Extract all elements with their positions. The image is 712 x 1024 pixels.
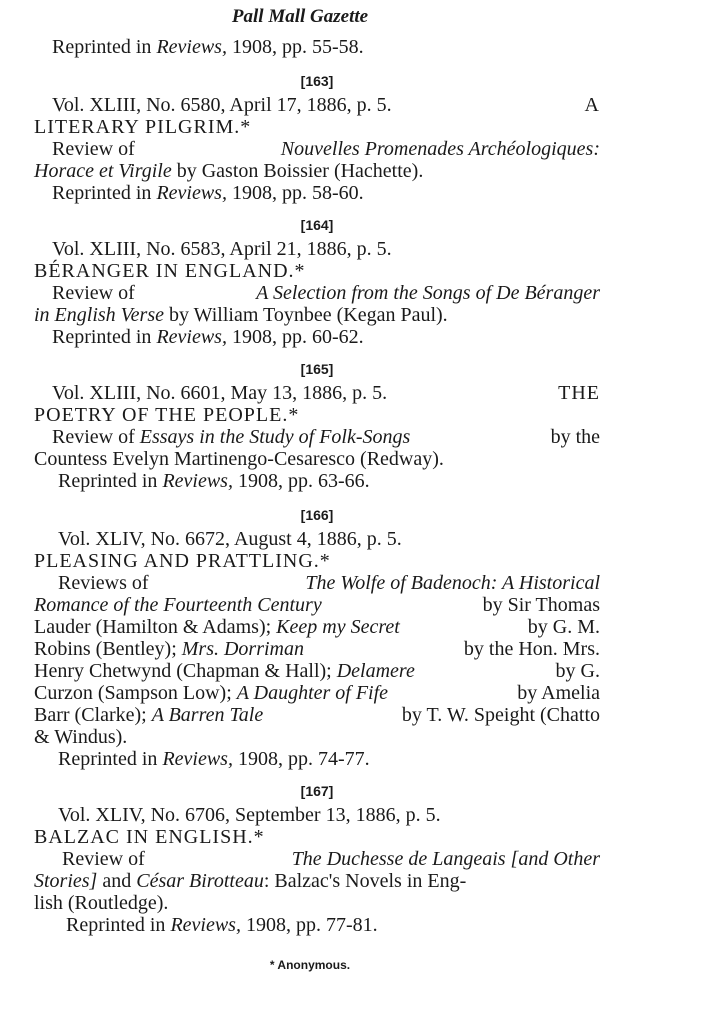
review-author: by Gaston Boissier (Hachette).: [171, 160, 424, 182]
entry-review-line: [34, 848, 600, 870]
reviewed-title: Stories]: [34, 870, 98, 892]
reviewed-title: A Selection from the Songs of De Béranger: [256, 282, 600, 304]
reviewed-title: A Barren Tale: [151, 704, 264, 726]
entry-citation: Vol. XLIV, No. 6672, August 4, 1886, p. 5.: [58, 528, 402, 550]
review-publisher: Barr (Clarke);: [34, 704, 152, 726]
reviewed-title: A Daughter of Fife: [236, 682, 389, 704]
entry-review-line: [34, 572, 600, 594]
review-publisher: Lauder (Hamilton & Adams);: [34, 616, 277, 638]
reprint-title: Reviews,: [156, 182, 227, 204]
entry-166: [34, 506, 600, 770]
reprint-prefix: Reprinted in: [58, 748, 163, 770]
entry-title: LITERARY PILGRIM.*: [34, 116, 252, 138]
entry-review-line: [34, 660, 600, 682]
entry-review-line: [34, 426, 600, 448]
running-head: Pall Mall Gazette: [231, 6, 369, 27]
entry-number: [165]: [300, 361, 334, 377]
reprint-details: 1908, pp. 55-58.: [226, 36, 364, 58]
reviewed-title: The Duchesse de Langeais [and Other: [291, 848, 600, 870]
entry-title-start: THE: [558, 382, 600, 404]
review-conjunction: and: [97, 870, 137, 892]
review-lead: Review of: [52, 282, 135, 304]
entry-review-line: [34, 594, 600, 616]
review-publisher: Curzon (Sampson Low);: [34, 682, 237, 704]
entry-review-line: Countess Evelyn Martinengo-Cesaresco (Redway).: [34, 448, 444, 470]
review-author: by the Hon. Mrs.: [463, 638, 600, 660]
entry-167: [34, 782, 600, 936]
entry-number: [164]: [300, 217, 334, 233]
entry-review-line: [34, 704, 600, 726]
reprint-title: Reviews,: [162, 470, 233, 492]
entry-review-line: [34, 682, 600, 704]
reprint-line: [34, 748, 600, 770]
entry-review-line: lish (Routledge).: [34, 892, 169, 914]
reviewed-title: The Wolfe of Badenoch: A Historical: [305, 572, 600, 594]
review-author: by Sir Thomas: [482, 594, 600, 616]
review-author: by G.: [555, 660, 600, 682]
reprint-title: Reviews,: [162, 748, 233, 770]
reviewed-title: in English Verse: [34, 304, 164, 326]
review-author: by the: [550, 426, 600, 448]
reprint-prefix: Reprinted in: [52, 326, 157, 348]
review-author: by T. W. Speight (Chatto: [401, 704, 600, 726]
reprint-details: 1908, pp. 77-81.: [240, 914, 378, 936]
entry-163: [34, 72, 600, 204]
review-lead: Review of: [62, 848, 145, 870]
reprint-prefix: Reprinted in: [52, 182, 157, 204]
reprint-details: 1908, pp. 74-77.: [232, 748, 370, 770]
reviewed-title: Romance of the Fourteenth Century: [34, 594, 322, 616]
entry-citation-line: [34, 94, 600, 116]
reprint-line: [34, 470, 600, 492]
entry-citation: Vol. XLIII, No. 6601, May 13, 1886, p. 5.: [52, 382, 388, 404]
reprint-details: 1908, pp. 60-62.: [226, 326, 364, 348]
entry-citation: Vol. XLIII, No. 6580, April 17, 1886, p. 5.: [52, 94, 392, 116]
entry-citation-line: [34, 238, 600, 260]
entry-review-line: [34, 870, 600, 892]
reviewed-title: César Birotteau: [136, 870, 264, 892]
reprint-line: [34, 914, 600, 936]
review-author: by G. M.: [527, 616, 600, 638]
entry-number: [167]: [300, 783, 334, 799]
reviewed-title: Mrs. Dorriman: [181, 638, 305, 660]
reprint-prefix: Reprinted in: [58, 470, 163, 492]
entry-citation: Vol. XLIII, No. 6583, April 21, 1886, p. 5.: [52, 238, 392, 260]
reviewed-title: Horace et Virgile: [34, 160, 172, 182]
entry-review-line: [34, 282, 600, 304]
reprint-details: 1908, pp. 63-66.: [232, 470, 370, 492]
reprint-line: [34, 326, 600, 348]
review-author: by William Toynbee (Kegan Paul).: [164, 304, 448, 326]
entry-number: [166]: [300, 507, 334, 523]
entry-number: [163]: [300, 73, 334, 89]
review-lead: Review of: [52, 426, 140, 448]
entry-citation-line: [34, 382, 600, 404]
reprint-line: [52, 36, 364, 59]
entry-review-line: [34, 304, 600, 326]
entry-title: BALZAC IN ENGLISH.*: [34, 826, 265, 848]
entry-review-line: & Windus).: [34, 726, 128, 748]
reprint-prefix: Reprinted in: [66, 914, 171, 936]
entry-review-line: [34, 138, 600, 160]
entry-title: BÉRANGER IN ENGLAND.*: [34, 260, 306, 282]
entry-title: PLEASING AND PRATTLING.*: [34, 550, 331, 572]
entry-citation-line: [34, 804, 600, 826]
reprint-line: [34, 182, 600, 204]
reprint-details: 1908, pp. 58-60.: [226, 182, 364, 204]
reprint-prefix: Reprinted in: [52, 36, 157, 58]
reviewed-title: Keep my Secret: [276, 616, 400, 638]
entry-citation-line: [34, 528, 600, 550]
entry-164: [34, 216, 600, 348]
entry-title: POETRY OF THE PEOPLE.*: [34, 404, 300, 426]
review-lead: Reviews of: [58, 572, 149, 594]
review-author: by Amelia: [517, 682, 600, 704]
entry-165: [34, 360, 600, 492]
entry-citation: Vol. XLIV, No. 6706, September 13, 1886, p. 5.: [58, 804, 441, 826]
review-publisher: Henry Chetwynd (Chapman & Hall);: [34, 660, 337, 682]
entry-title-start: A: [584, 94, 600, 116]
review-lead: Review of: [52, 138, 135, 160]
entry-review-line: [34, 638, 600, 660]
reviewed-title: Delamere: [336, 660, 415, 682]
reprint-title: Reviews,: [156, 326, 227, 348]
review-publisher: Robins (Bentley);: [34, 638, 182, 660]
reprint-title: Reviews,: [170, 914, 241, 936]
reprint-title: Reviews,: [156, 36, 227, 58]
review-description: : Balzac's Novels in Eng-: [263, 870, 467, 892]
reviewed-title: Nouvelles Promenades Archéologiques:: [280, 138, 600, 160]
footnote: * Anonymous.: [269, 958, 351, 972]
entry-review-line: [34, 616, 600, 638]
reviewed-title: Essays in the Study of Folk-Songs: [139, 426, 411, 448]
entry-review-line: [34, 160, 600, 182]
